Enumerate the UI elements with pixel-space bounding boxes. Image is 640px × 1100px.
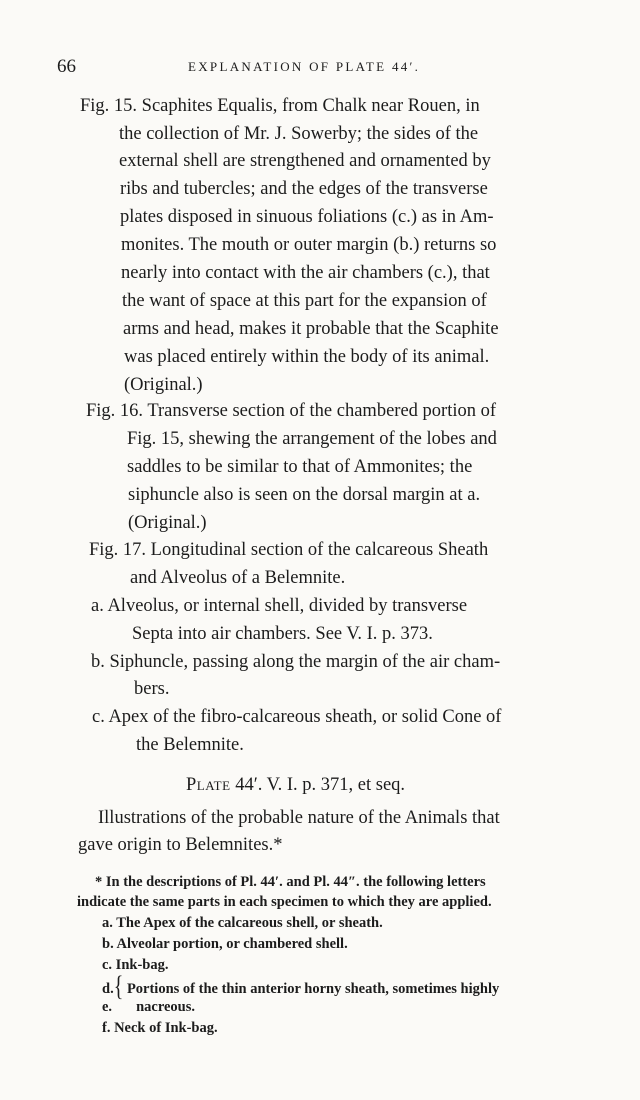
text-line: bers. [134, 679, 170, 699]
text-line: the Belemnite. [136, 735, 244, 755]
text-line: monites. The mouth or outer margin (b.) returns so [121, 235, 497, 255]
text-line: the want of space at this part for the expansion of [122, 291, 487, 311]
text-line: Septa into air chambers. See V. I. p. 373. [132, 624, 433, 644]
text-line: Fig. 15. Scaphites Equalis, from Chalk near Rouen, in [80, 96, 480, 116]
footnote-text: Portions of the thin anterior horny sheath, sometimes highly [126, 981, 500, 997]
text-line: the collection of Mr. J. Sowerby; the sides of the [119, 124, 479, 144]
text-line: Fig. 15, shewing the arrangement of the lobes and [127, 429, 497, 449]
brace-glyph: { [113, 971, 124, 1003]
text-line: c. Apex of the fibro-calcareous sheath, or solid Cone of [92, 707, 502, 727]
footnote-letter-d: d. [102, 981, 114, 997]
intro-line: gave origin to Belemnites.* [78, 835, 283, 855]
text-line: siphuncle also is seen on the dorsal margin at a. [128, 485, 481, 505]
footnote-brace-line [102, 971, 500, 1003]
page-number: 66 [57, 56, 76, 77]
footnote-line: indicate the same parts in each specimen to which they are applied. [77, 894, 492, 910]
plate-heading [186, 773, 405, 797]
text-line: and Alveolus of a Belemnite. [130, 568, 346, 588]
footnote-line: a. The Apex of the calcareous shell, or sheath. [102, 915, 383, 931]
text-line: external shell are strengthened and ornamented by [119, 151, 491, 171]
footnote-line: c. Ink-bag. [102, 957, 169, 973]
text-line: was placed entirely within the body of its animal. [124, 347, 490, 367]
footnote-line: * In the descriptions of Pl. 44′. and Pl. 44″. the following letters [95, 874, 486, 890]
footnote-letter-e: e. [102, 999, 113, 1015]
running-title: EXPLANATION OF PLATE 44′. [188, 59, 421, 74]
text-line: nearly into contact with the air chambers (c.), that [121, 263, 490, 283]
text-line: (Original.) [128, 513, 207, 533]
running-head [0, 56, 640, 80]
plate-heading-rest: 44′. V. I. p. 371, et seq. [235, 775, 406, 795]
footnote-text: nacreous. [136, 999, 196, 1015]
text-line: Fig. 16. Transverse section of the chambered portion of [86, 401, 497, 421]
footnote-line: b. Alveolar portion, or chambered shell. [102, 936, 348, 952]
text-line: Fig. 17. Longitudinal section of the calcareous Sheath [89, 540, 489, 560]
text-line: a. Alveolus, or internal shell, divided by transverse [91, 596, 468, 616]
text-line: b. Siphuncle, passing along the margin of the air cham- [91, 652, 501, 672]
text-line: saddles to be similar to that of Ammonites; the [127, 457, 473, 477]
intro-line: Illustrations of the probable nature of the Animals that [98, 808, 500, 828]
footnote-brace-line [102, 997, 195, 1017]
footnote-line: f. Neck of Ink-bag. [102, 1020, 218, 1036]
text-line: plates disposed in sinuous foliations (c.) as in Am- [120, 207, 494, 227]
text-line: (Original.) [124, 375, 203, 395]
plate-heading-label: Plate [186, 775, 231, 795]
text-line: arms and head, makes it probable that the Scaphite [123, 319, 499, 339]
text-line: ribs and tubercles; and the edges of the transverse [120, 179, 488, 199]
